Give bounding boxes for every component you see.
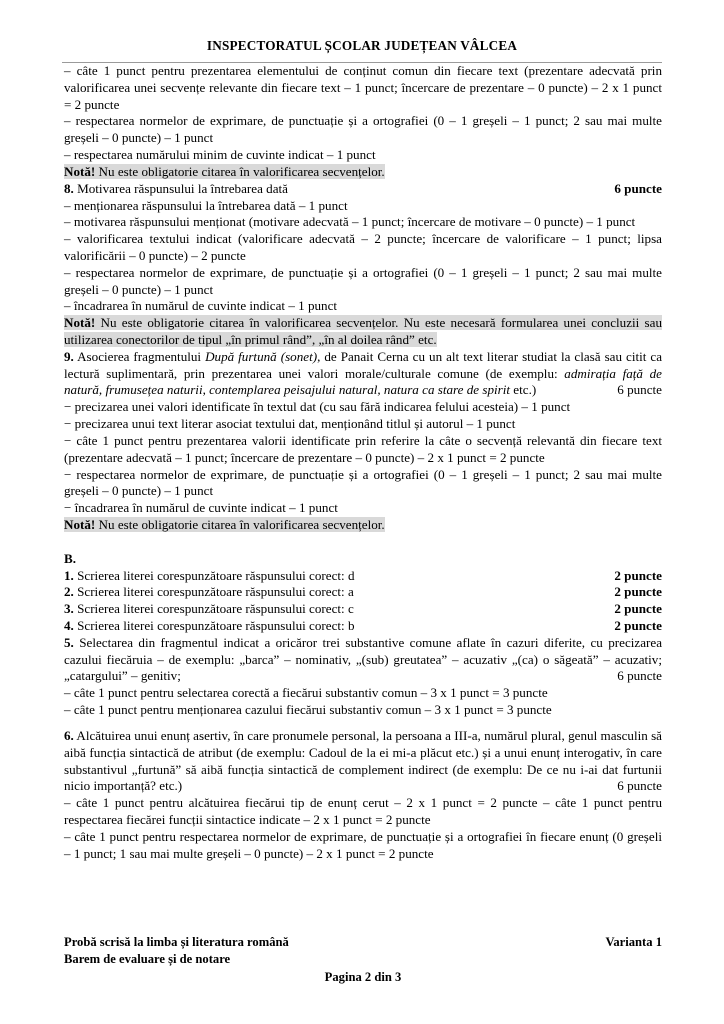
- mcq-row: [64, 584, 662, 601]
- item-examples: admirația față de natură, frumusețea naturii, contemplarea peisajului natural, natura ca stare de spirit: [64, 365, 662, 398]
- note-label: Notă!: [64, 516, 96, 532]
- page-footer: [64, 934, 662, 986]
- item-points: 6 puncte: [614, 180, 662, 196]
- item-points: 2 puncte: [614, 584, 662, 600]
- item-text: Scrierea literei corespunzătoare răspunsului corect: c: [73, 601, 354, 617]
- item-points: 6 puncte: [617, 778, 662, 794]
- footer-variant: Varianta 1: [605, 935, 662, 950]
- item-number: 3.: [64, 601, 74, 617]
- bullet-line: – câte 1 punct pentru alcătuirea fiecărui tip de enunț cerut – 2 x 1 punct = 2 puncte – câte 1 punct pentru respectarea fiecărei funcții sintactice indicate – 2 x 1 punct = 2 puncte: [64, 795, 662, 827]
- item-points: 6 puncte: [617, 382, 662, 398]
- bullet-line: − încadrarea în numărul de cuvinte indicat – 1 punct: [64, 500, 338, 516]
- bullet-line: – motivarea răspunsului menționat (motivare adecvată – 1 punct; încercare de motivare – 0 puncte) – 1 punct: [64, 214, 636, 230]
- item-number: 9.: [64, 348, 74, 364]
- footer-scheme-label: Barem de evaluare și de notare: [64, 951, 231, 966]
- item-number: 1.: [64, 567, 74, 583]
- page-title: INSPECTORATUL ȘCOLAR JUDEȚEAN VÂLCEA: [206, 38, 518, 53]
- item-text: Scrierea literei corespunzătoare răspunsului corect: d: [73, 567, 355, 583]
- bullet-line: – câte 1 punct pentru respectarea normelor de exprimare, de punctuație și a ortografiei în fiecare enunț (0 greșeli – 1 punct; 1 sau mai multe greșeli – 0 puncte) – 2 x 1 punct = 2 puncte: [64, 828, 662, 861]
- item-points: 2 puncte: [614, 618, 662, 633]
- item-number: 5.: [64, 634, 74, 650]
- mcq-row: [64, 601, 662, 618]
- item-number: 6.: [64, 727, 74, 743]
- item-number: 4.: [64, 618, 74, 633]
- note-label: Notă!: [64, 163, 96, 179]
- scoring-item-heading: [64, 728, 662, 795]
- bullet-line: − precizarea unui text literar asociat textului dat, menționând titlul și autorul – 1 punct: [64, 416, 516, 432]
- note-block: [64, 315, 662, 349]
- scoring-item-heading: [64, 181, 662, 198]
- note-text: Nu este obligatorie citarea în valorificarea secvențelor.: [95, 516, 385, 532]
- item-number: 8.: [64, 180, 74, 196]
- footer-top-row: [64, 934, 662, 951]
- bullet-line: – respectarea normelor de exprimare, de punctuație și a ortografiei (0 – 1 greșeli – 1 punct; 2 sau mai multe greșeli – 0 puncte) – 1 punct: [64, 264, 662, 297]
- item-points: 2 puncte: [614, 601, 662, 617]
- item-text: Scrierea literei corespunzătoare răspunsului corect: b: [73, 618, 355, 633]
- item-spacer: [64, 719, 662, 728]
- note-block: [64, 517, 662, 534]
- footer-exam-label: Probă scrisă la limba și literatura română: [64, 935, 289, 950]
- note-text: Nu este obligatorie citarea în valorificarea secvențelor.: [95, 163, 385, 179]
- note-text: Nu este obligatorie citarea în valorificarea secvențelor. Nu este necesară formularea unei concluzii sau utilizarea conectorilor de tipul „în primul rând”, „în al doilea rând” etc.: [64, 315, 662, 347]
- item-lead: Asocierea fragmentului: [73, 348, 206, 364]
- item-title: Motivarea răspunsului la întrebarea dată: [73, 180, 288, 196]
- page-number: Pagina 2 din 3: [324, 970, 402, 985]
- mcq-row: [64, 618, 662, 635]
- note-block: [64, 164, 662, 181]
- document-body: [64, 63, 662, 862]
- scoring-item-heading: [64, 635, 662, 685]
- bullet-line: – respectarea numărului minim de cuvinte indicat – 1 punct: [64, 147, 376, 163]
- item-points: 2 puncte: [614, 567, 662, 583]
- section-spacer: [64, 534, 662, 551]
- bullet-line: – câte 1 punct pentru selectarea corectă a fiecărui substantiv comun – 3 x 1 punct = 3 puncte: [64, 685, 548, 701]
- bullet-line: – menționarea răspunsului la întrebarea dată – 1 punct: [64, 197, 348, 213]
- item-lead-cont: , de Panait Cerna cu un alt text literar studiat la clasă sau citit ca lectură suplimentară, prin prezentarea unei valori morale/culturale comune (de exemplu:: [64, 348, 663, 381]
- item-number: 2.: [64, 584, 74, 600]
- bullet-line: – valorificarea textului indicat (valorificare adecvată – 2 puncte; încercare de valorificare – 1 punct; lipsa valorificării – 0 puncte) – 2 puncte: [64, 231, 662, 263]
- bullet-line: – câte 1 punct pentru menționarea cazului fiecărui substantiv comun – 3 x 1 punct = 3 puncte: [64, 702, 552, 718]
- bullet-line: − precizarea unei valori identificate în textul dat (cu sau fără indicarea felului acesteia) – 1 punct: [64, 399, 571, 415]
- bullet-line: − respectarea normelor de exprimare, de punctuație și a ortografiei (0 – 1 greșeli – 1 punct; 2 sau mai multe greșeli – 0 puncte) – 1 punct: [64, 466, 662, 499]
- bullet-line: – respectarea normelor de exprimare, de punctuație și a ortografiei (0 – 1 greșeli – 1 punct; 2 sau mai multe greșeli – 0 puncte) – 1 punct: [64, 113, 662, 146]
- item-lead-end: etc.): [510, 382, 537, 398]
- bullet-line: – încadrarea în numărul de cuvinte indicat – 1 punct: [64, 298, 338, 314]
- note-label: Notă!: [64, 315, 96, 331]
- work-title: După furtună (sonet): [205, 348, 318, 364]
- bullet-line: – câte 1 punct pentru prezentarea elementului de conținut comun din fiecare text (prezentare adecvată prin valorificarea unei secvențe relevante din fiecare text – 1 punct; încercare de prezentare – 0 puncte) – 2 x 1 punct = 2 puncte: [64, 63, 662, 112]
- bullet-line: − câte 1 punct pentru prezentarea valorii identificate prin referire la câte o secvență relevantă din fiecare text (prezentare adecvată – 1 punct; încercare de prezentare – 0 puncte) – 2 x 1 punct = 2 puncte: [64, 432, 662, 465]
- section-label-b: B.: [64, 550, 77, 566]
- item-text: Selectarea din fragmentul indicat a oricăror trei substantive comune aflate în cazuri diferite, cu precizarea cazului fiecăruia – de exemplu: „barca” – nominativ, „(sub) greutatea” – acuzativ „(ca) o săgeată” – acuzativ; „catargului” – genitiv;: [64, 634, 662, 684]
- scoring-item-heading: [64, 349, 662, 399]
- mcq-row: [64, 568, 662, 585]
- item-text: Scrierea literei corespunzătoare răspunsului corect: a: [73, 584, 354, 600]
- item-points: 6 puncte: [617, 668, 662, 684]
- item-text: Alcătuirea unui enunț asertiv, în care pronumele personal, la persoana a III-a, numărul plural, genul masculin să aibă funcția sintactică de atribut (de exemplu: Cadoul de la ei mi-a plăcut etc.) și a unui enunț interogativ, în care substantivul „furtună” să aibă funcția sintactică de complement indirect (de exemplu: De ce nu i-ai dat furtunii nicio importanță? etc.): [64, 727, 662, 794]
